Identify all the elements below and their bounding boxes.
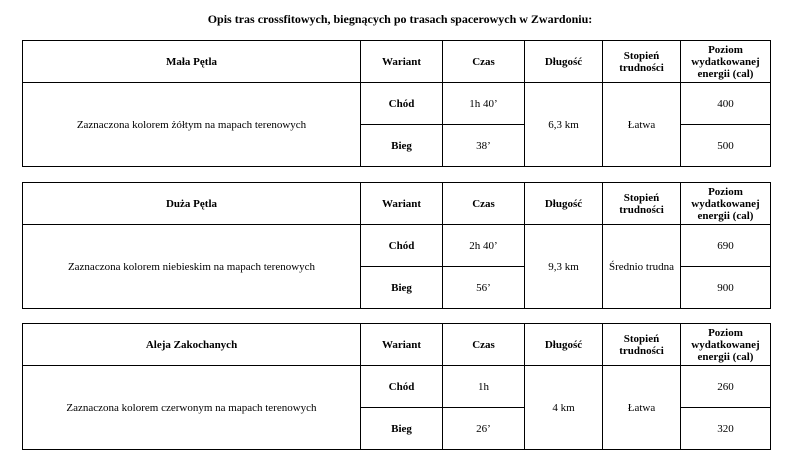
variant-cell: Chód <box>361 83 443 125</box>
energy-cell: 320 <box>681 408 771 450</box>
time-cell: 1h 40’ <box>443 83 525 125</box>
header-energy: Poziom wydatkowanej energii (cal) <box>681 183 771 225</box>
length-cell: 9,3 km <box>525 225 603 309</box>
route-name: Duża Pętla <box>23 183 361 225</box>
variant-cell: Chód <box>361 225 443 267</box>
variant-cell: Chód <box>361 366 443 408</box>
header-time: Czas <box>443 41 525 83</box>
energy-cell: 400 <box>681 83 771 125</box>
route-description: Zaznaczona kolorem czerwonym na mapach terenowych <box>23 366 361 450</box>
time-cell: 1h <box>443 366 525 408</box>
length-cell: 4 km <box>525 366 603 450</box>
route-table-mala-petla <box>22 40 771 167</box>
time-cell: 38’ <box>443 125 525 167</box>
difficulty-cell: Średnio trudna <box>603 225 681 309</box>
route-table-duza-petla <box>22 182 771 309</box>
table-header-row <box>23 324 771 366</box>
header-variant: Wariant <box>361 183 443 225</box>
table-row <box>23 83 771 125</box>
header-difficulty: Stopień trudności <box>603 324 681 366</box>
variant-cell: Bieg <box>361 408 443 450</box>
header-time: Czas <box>443 324 525 366</box>
table-header-row <box>23 183 771 225</box>
route-description: Zaznaczona kolorem żółtym na mapach terenowych <box>23 83 361 167</box>
header-length: Długość <box>525 324 603 366</box>
header-variant: Wariant <box>361 324 443 366</box>
header-difficulty: Stopień trudności <box>603 183 681 225</box>
energy-cell: 260 <box>681 366 771 408</box>
difficulty-cell: Łatwa <box>603 366 681 450</box>
energy-cell: 500 <box>681 125 771 167</box>
route-description: Zaznaczona kolorem niebieskim na mapach terenowych <box>23 225 361 309</box>
route-table-aleja-zakochanych <box>22 323 771 450</box>
route-name: Mała Pętla <box>23 41 361 83</box>
header-time: Czas <box>443 183 525 225</box>
header-length: Długość <box>525 41 603 83</box>
header-energy: Poziom wydatkowanej energii (cal) <box>681 324 771 366</box>
time-cell: 26’ <box>443 408 525 450</box>
route-name: Aleja Zakochanych <box>23 324 361 366</box>
table-row <box>23 225 771 267</box>
header-energy: Poziom wydatkowanej energii (cal) <box>681 41 771 83</box>
energy-cell: 690 <box>681 225 771 267</box>
variant-cell: Bieg <box>361 267 443 309</box>
time-cell: 56’ <box>443 267 525 309</box>
time-cell: 2h 40’ <box>443 225 525 267</box>
energy-cell: 900 <box>681 267 771 309</box>
table-row <box>23 366 771 408</box>
table-header-row <box>23 41 771 83</box>
header-variant: Wariant <box>361 41 443 83</box>
difficulty-cell: Łatwa <box>603 83 681 167</box>
header-difficulty: Stopień trudności <box>603 41 681 83</box>
length-cell: 6,3 km <box>525 83 603 167</box>
variant-cell: Bieg <box>361 125 443 167</box>
page-title: Opis tras crossfitowych, biegnących po trasach spacerowych w Zwardoniu: <box>207 12 593 26</box>
header-length: Długość <box>525 183 603 225</box>
